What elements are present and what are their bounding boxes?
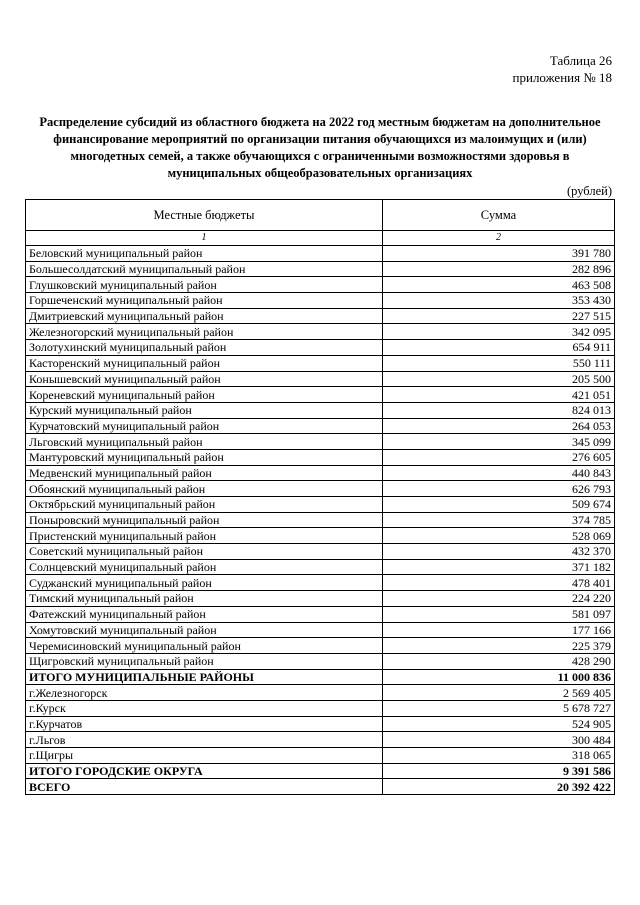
amount-cell: 20 392 422 [383,779,615,795]
table-row [26,591,615,607]
amount-cell: 177 166 [383,622,615,638]
table-row [26,497,615,513]
budget-name-cell: Глушковский муниципальный район [26,277,383,293]
budget-table [25,199,615,795]
amount-cell: 626 793 [383,481,615,497]
table-row [26,355,615,371]
budget-name-cell: ИТОГО ГОРОДСКИЕ ОКРУГА [26,763,383,779]
table-label: Таблица 26 [549,53,612,68]
amount-cell: 391 780 [383,246,615,262]
budget-name-cell: Мантуровский муниципальный район [26,449,383,465]
budget-name-cell: г.Курск [26,700,383,716]
amount-cell: 9 391 586 [383,763,615,779]
table-row [26,716,615,732]
amount-cell: 264 053 [383,418,615,434]
budget-name-cell: ВСЕГО [26,779,383,795]
table-row [26,653,615,669]
amount-cell: 282 896 [383,261,615,277]
amount-cell: 463 508 [383,277,615,293]
page-header [513,52,612,86]
table-row [26,481,615,497]
budget-name-cell: Обоянский муниципальный район [26,481,383,497]
appendix-label: приложения № 18 [512,70,612,85]
amount-cell: 824 013 [383,402,615,418]
table-row [26,308,615,324]
budget-name-cell: Черемисиновский муниципальный район [26,638,383,654]
budget-name-cell: г.Щигры [26,748,383,764]
budget-name-cell: Солнцевский муниципальный район [26,559,383,575]
amount-cell: 318 065 [383,748,615,764]
amount-cell: 2 569 405 [383,685,615,701]
budget-name-cell: Конышевский муниципальный район [26,371,383,387]
budget-name-cell: Тимский муниципальный район [26,591,383,607]
budget-name-cell: Поныровский муниципальный район [26,512,383,528]
amount-cell: 371 182 [383,559,615,575]
budget-name-cell: Курчатовский муниципальный район [26,418,383,434]
table-row [26,293,615,309]
table-row [26,638,615,654]
table-row [26,418,615,434]
table-total-row [26,669,615,685]
budget-name-cell: Фатежский муниципальный район [26,606,383,622]
table-row [26,544,615,560]
budget-name-cell: Горшеченский муниципальный район [26,293,383,309]
table-row [26,465,615,481]
budget-name-cell: Суджанский муниципальный район [26,575,383,591]
budget-name-cell: Льговский муниципальный район [26,434,383,450]
table-row [26,261,615,277]
table-row [26,324,615,340]
amount-cell: 421 051 [383,387,615,403]
table-row [26,559,615,575]
amount-cell: 581 097 [383,606,615,622]
budget-name-cell: Медвенский муниципальный район [26,465,383,481]
amount-cell: 432 370 [383,544,615,560]
amount-cell: 345 099 [383,434,615,450]
table-row [26,606,615,622]
budget-name-cell: Хомутовский муниципальный район [26,622,383,638]
budget-name-cell: г.Курчатов [26,716,383,732]
table-row [26,685,615,701]
table-row [26,748,615,764]
budget-name-cell: Беловский муниципальный район [26,246,383,262]
document-title: Распределение субсидий из областного бюджета на 2022 год местным бюджетам на дополнительное финансирование мероприятий по организации питания обучающихся из малоимущих и (или) многодетных семей, а также обучающихся с ограниченными возможностями здоровья в муниципальных общеобразовательных организациях [39,115,601,180]
table-row [26,434,615,450]
budget-name-cell: г.Льгов [26,732,383,748]
budget-name-cell: Золотухинский муниципальный район [26,340,383,356]
column-number-1: 1 [26,231,383,246]
table-row [26,340,615,356]
amount-cell: 550 111 [383,355,615,371]
column-number-2: 2 [383,231,615,246]
amount-cell: 374 785 [383,512,615,528]
amount-cell: 5 678 727 [383,700,615,716]
table-row [26,402,615,418]
column-header-sum: Сумма [383,200,615,231]
table-total-row [26,779,615,795]
amount-cell: 11 000 836 [383,669,615,685]
amount-cell: 440 843 [383,465,615,481]
budget-name-cell: Большесолдатский муниципальный район [26,261,383,277]
table-row [26,449,615,465]
amount-cell: 276 605 [383,449,615,465]
table-row [26,732,615,748]
column-number-row [26,231,615,246]
table-row [26,575,615,591]
amount-cell: 524 905 [383,716,615,732]
amount-cell: 342 095 [383,324,615,340]
budget-name-cell: Советский муниципальный район [26,544,383,560]
budget-name-cell: Кореневский муниципальный район [26,387,383,403]
amount-cell: 300 484 [383,732,615,748]
column-header-budgets: Местные бюджеты [26,200,383,231]
budget-name-cell: Железногорский муниципальный район [26,324,383,340]
amount-cell: 654 911 [383,340,615,356]
amount-cell: 509 674 [383,497,615,513]
table-row [26,528,615,544]
table-header-row [26,200,615,231]
table-row [26,246,615,262]
amount-cell: 227 515 [383,308,615,324]
table-row [26,277,615,293]
budget-name-cell: Касторенский муниципальный район [26,355,383,371]
amount-cell: 224 220 [383,591,615,607]
table-row [26,700,615,716]
amount-cell: 225 379 [383,638,615,654]
budget-name-cell: Курский муниципальный район [26,402,383,418]
budget-name-cell: Щигровский муниципальный район [26,653,383,669]
table-total-row [26,763,615,779]
budget-name-cell: Октябрьский муниципальный район [26,497,383,513]
amount-cell: 528 069 [383,528,615,544]
units-label: (рублей) [566,184,612,198]
table-row [26,512,615,528]
table-body [26,246,615,795]
amount-cell: 353 430 [383,293,615,309]
table-row [26,622,615,638]
amount-cell: 205 500 [383,371,615,387]
budget-name-cell: ИТОГО МУНИЦИПАЛЬНЫЕ РАЙОНЫ [26,669,383,685]
amount-cell: 478 401 [383,575,615,591]
budget-name-cell: Пристенский муниципальный район [26,528,383,544]
table-row [26,371,615,387]
budget-name-cell: г.Железногорск [26,685,383,701]
table-row [26,387,615,403]
budget-name-cell: Дмитриевский муниципальный район [26,308,383,324]
amount-cell: 428 290 [383,653,615,669]
